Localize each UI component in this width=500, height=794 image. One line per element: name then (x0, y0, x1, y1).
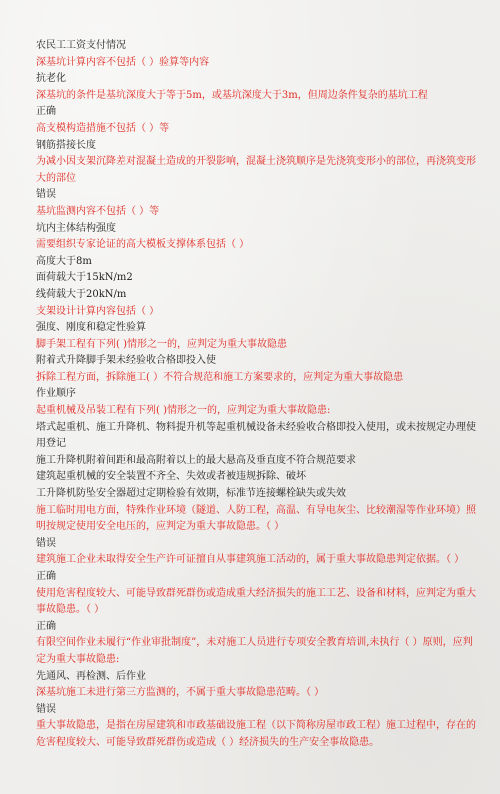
answer-text: 错误 (36, 189, 56, 201)
answer-text: 建筑起重机械的安全装置不齐全、失效或者被违规拆除、破坏 (36, 471, 306, 483)
answer-text: 塔式起重机、施工升降机、物料提升机等起重机械设备未经验收合格即投入使用，或未按规定办理使用登记 (36, 421, 476, 450)
question-text: 使用危害程度较大、可能导致群死群伤或造成重大经济损失的施工工艺、设备和材料，应判定为重大事故隐患。（ ） (36, 587, 476, 616)
question-text: 深基坑计算内容不包括（ ）验算等内容 (36, 56, 210, 68)
answer-text: 钢筋搭接长度 (36, 139, 96, 151)
question-text: 起重机械及吊装工程有下列( )情形之一的，应判定为重大事故隐患: (36, 405, 331, 417)
question-text: 拆除工程方面，拆除施工( ）不符合规范和施工方案要求的，应判定为重大事故隐患 (36, 371, 404, 383)
answer-text: 坑内主体结构强度 (36, 222, 116, 234)
answer-text: 高度大于8m (36, 255, 92, 267)
answer-text: 线荷载大于20kN/m (36, 288, 127, 300)
question-text: 基坑监测内容不包括（ ）等 (36, 205, 160, 217)
question-text: 深基坑施工未进行第三方监测的，不属于重大事故隐患范畴。（ ） (36, 687, 325, 699)
answer-text: 错误 (36, 537, 56, 549)
question-text: 支架设计计算内容包括（ ） (36, 305, 160, 317)
answer-text: 正确 (36, 571, 56, 582)
question-text: 为减小因支架沉降差对混凝土造成的开裂影响，混凝土浇筑顺序是先浇筑变形小的部位，再浇筑变形大的部位 (36, 156, 476, 184)
qa-text-body (36, 38, 476, 752)
question-text: 深基坑的条件是基坑深度大于等于5m，或基坑深度大于3m，但周边条件复杂的基坑工程 (36, 89, 428, 101)
answer-text: 面荷载大于15kN/m2 (36, 272, 133, 284)
question-text: 建筑施工企业未取得安全生产许可证擅自从事建筑施工活动的，属于重大事故隐患判定依据。（ ） (36, 554, 465, 566)
answer-text: 错误 (36, 703, 56, 715)
answer-text: 正确 (36, 620, 56, 632)
answer-text: 强度、刚度和稳定性验算 (36, 322, 146, 334)
question-text: 高支模构造措施不包括（ ）等 (36, 122, 170, 134)
question-text: 脚手架工程有下列( )情形之一的，应判定为重大事故隐患 (36, 338, 287, 350)
question-text: 施工临时用电方面，特殊作业环境（隧道、人防工程，高温、有导电灰尘、比较潮湿等作业环境）照明按规定使用安全电压的，应判定为重大事故隐患。（ ） (36, 504, 476, 533)
answer-text: 施工升降机附着间距和最高附着以上的最大悬高及垂直度不符合规范要求 (36, 454, 356, 466)
answer-text: 附着式升降脚手架未经验收合格即投入使 (36, 355, 216, 367)
question-text: 有限空间作业未履行“作业审批制度”，未对施工人员进行专项安全教育培训,未执行（ ）原则，应判定为重大事故隐患: (36, 637, 473, 665)
answer-text: 作业顺序 (36, 388, 76, 400)
question-text: 重大事故隐患，是指在房屋建筑和市政基础设施工程（以下简称房屋市政工程）施工过程中，存在的危害程度较大、可能导致群死群伤或造成（ ）经济损失的生产安全事故隐患。 (36, 720, 476, 748)
answer-text: 正确 (36, 106, 56, 118)
answer-text: 农民工工资支付情况 (36, 40, 126, 51)
question-text: 需要组织专家论证的高大模板支撑体系包括（ ） (36, 239, 250, 251)
answer-text: 先通风、再检测、后作业 (36, 670, 146, 682)
answer-text: 工升降机防坠安全器超过定期检验有效期，标准节连接螺栓缺失或失效 (36, 488, 346, 500)
answer-text: 抗老化 (36, 73, 66, 85)
